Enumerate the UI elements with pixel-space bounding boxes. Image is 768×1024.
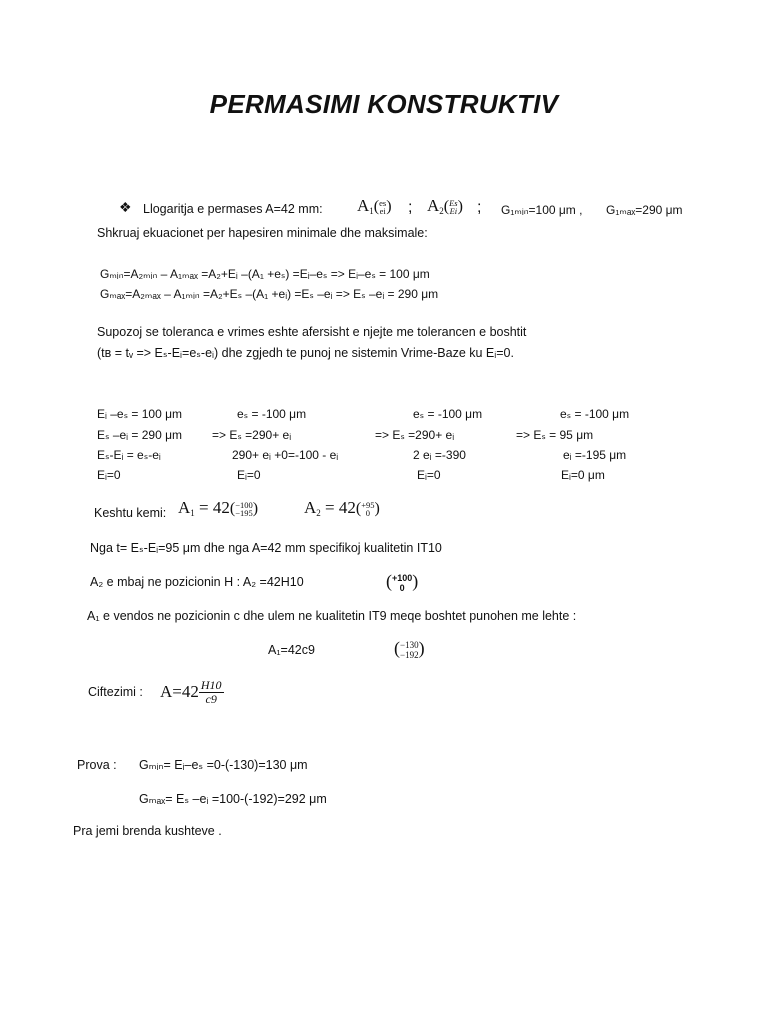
conclusion: Pra jemi brenda kushteve . (73, 824, 222, 838)
g1min: G₁ₘᵢₙ=100 μm , (501, 203, 583, 217)
fit-expression: A=42 $\frac{H10}{c9}$ (160, 677, 222, 706)
a1-result: $A_1 = 42$( −100 −195 ) (178, 498, 259, 519)
page-title: PERMASIMI KONSTRUKTIV (209, 89, 559, 119)
a2-tolerance: $A_2$( Es Ei ) (427, 196, 463, 217)
separator: ; (408, 199, 413, 216)
grid-c3-r2: => Eₛ =290+ eᵢ (375, 428, 455, 442)
prova-gmin: Gₘᵢₙ= Eᵢ–eₛ =0-(-130)=130 μm (139, 758, 308, 772)
prova-gmax: Gₘₐₓ= Eₛ –eᵢ =100-(-192)=292 μm (139, 792, 327, 806)
quality-line: Nga t= Eₛ-Eᵢ=95 μm dhe nga A=42 mm specifikoj kualitetin IT10 (90, 541, 442, 555)
g1max: G₁ₘₐₓ=290 μm (606, 203, 683, 217)
equation-min: Gₘᵢₙ=A₂ₘᵢₙ – A₁ₘₐₓ =A₂+Eᵢ –(A₁ +eₛ) =Eᵢ–eₛ => Eᵢ–eₛ = 100 μm (100, 267, 430, 281)
a2-tolerance-stack: ( +100 0 ) (386, 571, 419, 593)
ciftezimi-label: Ciftezimi : (88, 685, 143, 699)
grid-c3-r4: Eᵢ=0 (417, 468, 441, 482)
grid-c4-r4: Eᵢ=0 μm (561, 468, 605, 482)
a1-position: A₁ e vendos ne pozicionin c dhe ulem ne kualitetin IT9 meqe boshtet punohen me lehte : (87, 609, 577, 623)
grid-c2-r2: => Eₛ =290+ eᵢ (212, 428, 292, 442)
grid-c2-r4: Eᵢ=0 (237, 468, 261, 482)
grid-c1-r4: Eᵢ=0 (97, 468, 121, 482)
grid-c2-r3: 290+ eᵢ +0=-100 - eᵢ (232, 448, 339, 462)
assumption-line-1: Supozoj se toleranca e vrimes eshte afersisht e njejte me tolerancen e boshtit (97, 325, 527, 339)
grid-c3-r3: 2 eᵢ =-390 (413, 448, 466, 462)
grid-c3-r1: eₛ = -100 μm (413, 407, 483, 421)
bullet-icon: ❖ (119, 199, 132, 215)
grid-c2-r1: eₛ = -100 μm (237, 407, 307, 421)
grid-c4-r3: eᵢ =-195 μm (563, 448, 627, 462)
grid-c1-r2: Eₛ –eᵢ = 290 μm (97, 428, 182, 442)
grid-c4-r2: => Eₛ = 95 μm (516, 428, 594, 442)
equation-max: Gₘₐₓ=A₂ₘₐₓ – A₁ₘᵢₙ =A₂+Eₛ –(A₁ +eᵢ) =Eₛ –eᵢ => Eₛ –eᵢ = 290 μm (100, 287, 439, 301)
grid-c1-r1: Eᵢ –eₛ = 100 μm (97, 407, 182, 421)
instruction-line: Shkruaj ekuacionet per hapesiren minimale dhe maksimale: (97, 226, 428, 240)
a1-tolerance: $A_1$( es ei ) (357, 196, 392, 217)
prova-label: Prova : (77, 758, 117, 772)
grid-c4-r1: eₛ = -100 μm (560, 407, 630, 421)
grid-c1-r3: Eₛ-Eᵢ = eₛ-eᵢ (97, 448, 161, 462)
assumption-line-2: (tʙ = tᵥ => Eₛ-Eᵢ=eₛ-eᵢ) dhe zgjedh te punoj ne sistemin Vrime-Baze ku Eᵢ=0. (97, 346, 514, 360)
separator: ; (477, 199, 482, 216)
keshtu-label: Keshtu kemi: (94, 506, 167, 520)
a1-tolerance-stack: ( −130 −192 ) (394, 638, 425, 660)
a2-position: A₂ e mbaj ne pozicionin H : A₂ =42H10 (90, 575, 304, 589)
a1-c9: A₁=42c9 (268, 643, 315, 657)
a2-result: $A_2 = 42$( +95 0 ) (304, 498, 380, 519)
intro-text: Llogaritja e permases A=42 mm: (143, 202, 323, 216)
